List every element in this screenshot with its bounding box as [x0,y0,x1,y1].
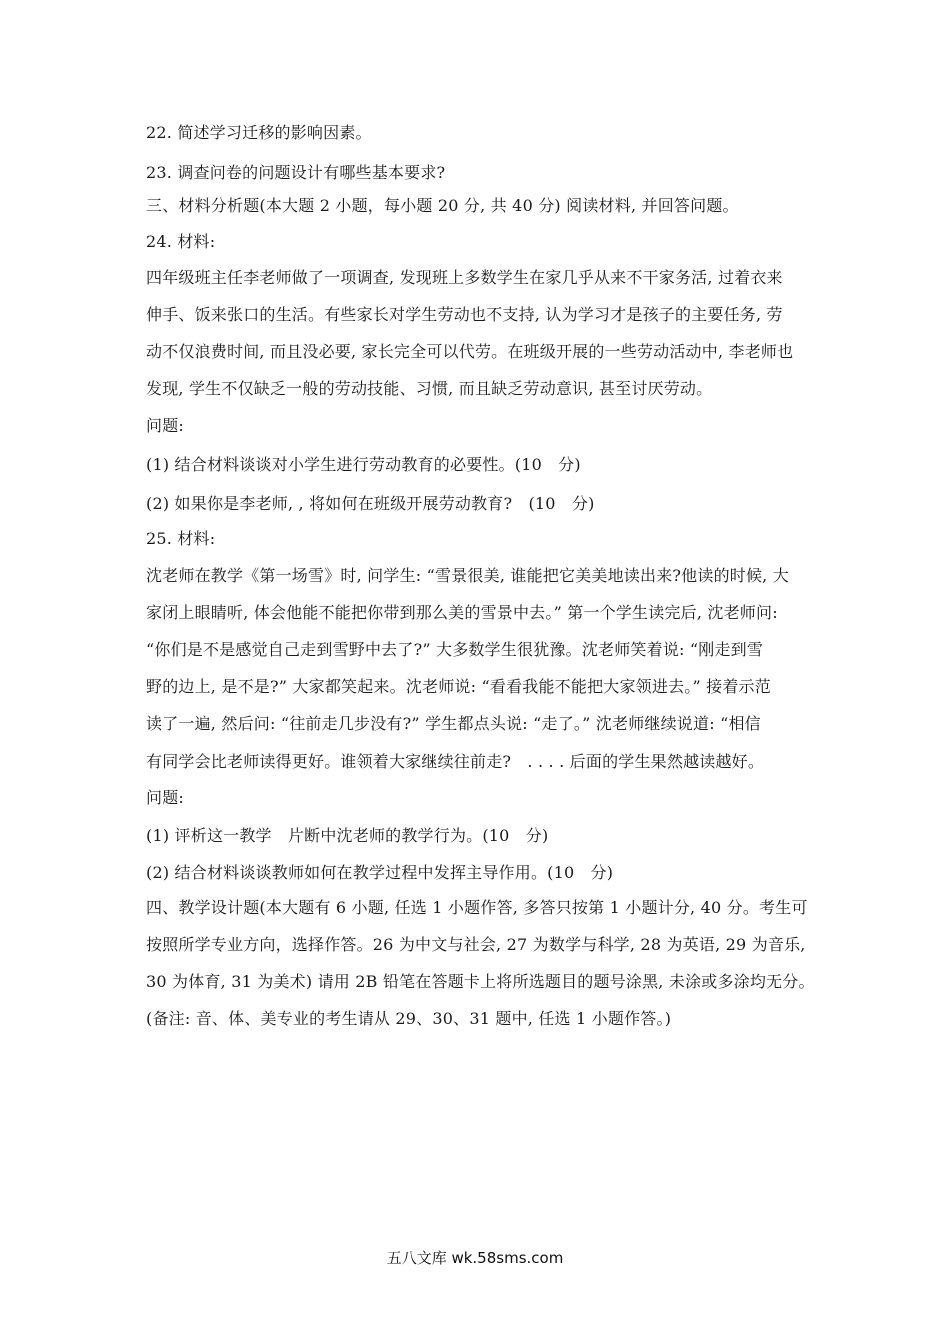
section-4-heading: 四、教学设计题(本大题有 6 小题, 任选 1 小题作答, 多答只按第 1 小题计分, 40 分。考生可 [146,898,808,917]
material-24-line: 四年级班主任李老师做了一项调查, 发现班上多数学生在家几乎从来不干家务活, 过着衣来 [146,268,783,287]
section-4-line: 30 为体育, 31 为美术) 请用 2B 铅笔在答题卡上将所选题目的题号涂黑, 未涂或多涂均无分。 [146,972,815,991]
material-24-line: 发现, 学生不仅缺乏一般的劳动技能、习惯, 而且缺乏劳动意识, 甚至讨厌劳动。 [146,379,713,398]
question-24-1: (1) 结合材料谈谈对小学生进行劳动教育的必要性。(10 分) [146,455,581,474]
question-22: 22. 简述学习迁移的影响因素。 [146,123,372,142]
question-24-label: 24. 材料: [146,232,216,251]
section-4-note: (备注: 音、体、美专业的考生请从 29、30、31 题中, 任选 1 小题作答。) [146,1009,672,1028]
section-3-heading: 三、材料分析题(本大题 2 小题，每小题 20 分, 共 40 分) 阅读材料, 并回答问题。 [146,196,739,215]
section-4-line: 按照所学专业方向，选择作答。26 为中文与社会, 27 为数学与科学, 28 为英语, 29 为音乐, [146,935,806,954]
question-25-1: (1) 评析这一教学 片断中沈老师的教学行为。(10 分) [146,826,549,845]
material-24-line: 伸手、饭来张口的生活。有些家长对学生劳动也不支持, 认为学习才是孩子的主要任务, 劳 [146,305,783,324]
material-25-line: 读了一遍, 然后问: “往前走几步没有?” 学生都点头说: “走了。” 沈老师继续说道: “相信 [146,714,761,733]
question-24-2: (2) 如果你是李老师, , 将如何在班级开展劳动教育? (10 分) [146,494,595,513]
footer-watermark: 五八文库 wk.58sms.com [386,1249,564,1267]
material-24-line: 动不仅浪费时间, 而且没必要, 家长完全可以代劳。在班级开展的一些劳动活动中, 李老师也 [146,342,794,361]
material-25-line: 家闭上眼睛听, 体会他能不能把你带到那么美的雪景中去。” 第一个学生读完后, 沈老师问: [146,603,778,622]
material-25-line: 野的边上, 是不是?” 大家都笑起来。沈老师说: “看看我能不能把大家领进去。” 接着示范 [146,677,771,696]
question-25-2: (2) 结合材料谈谈教师如何在教学过程中发挥主导作用。(10 分) [146,863,614,882]
question-25-label: 25. 材料: [146,529,216,548]
material-25-line: 沈老师在教学《第一场雪》时, 问学生: “雪景很美, 谁能把它美美地读出来?他读的时候, 大 [146,566,789,585]
question-label: 问题: [146,788,184,807]
question-label: 问题: [146,416,184,435]
material-25-line: 有同学会比老师读得更好。谁领着大家继续往前走? . . . . 后面的学生果然越读越好。 [146,752,765,771]
material-25-line: “你们是不是感觉自己走到雪野中去了?” 大多数学生很犹豫。沈老师笑着说: “刚走到雪 [146,640,764,659]
question-23: 23. 调查问卷的问题设计有哪些基本要求? [146,163,446,182]
